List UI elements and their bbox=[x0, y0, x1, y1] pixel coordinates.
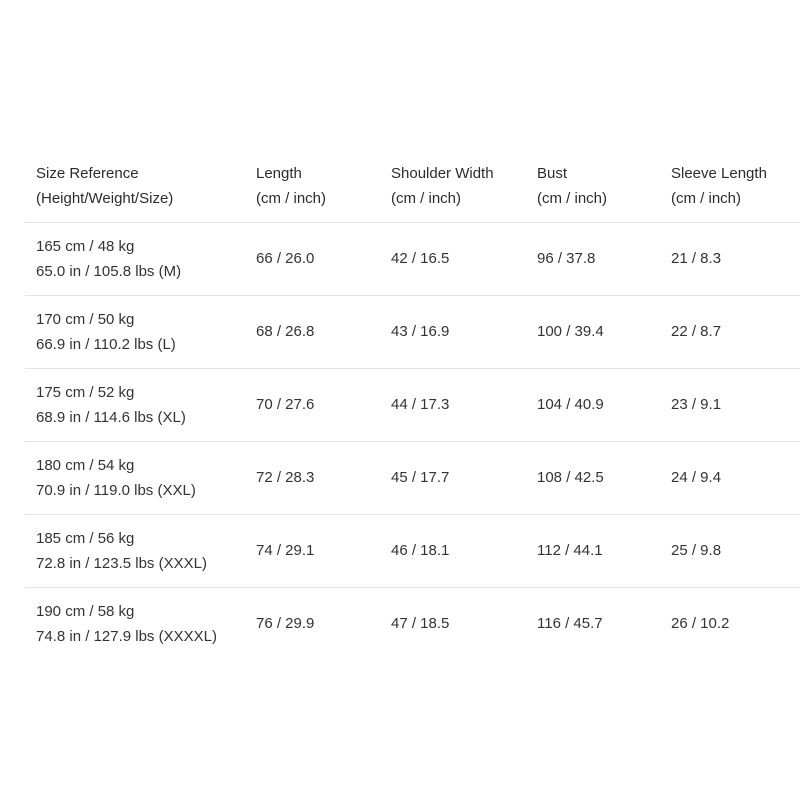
table-row bbox=[25, 295, 800, 368]
size-reference-cell bbox=[25, 441, 245, 514]
length-cell: 72 / 28.3 bbox=[245, 441, 380, 514]
length-cell: 66 / 26.0 bbox=[245, 222, 380, 295]
size-reference-cell bbox=[25, 222, 245, 295]
size-reference-cell bbox=[25, 587, 245, 660]
height-weight-imperial: 74.8 in / 127.9 lbs (XXXXL) bbox=[36, 627, 217, 645]
header-label: Length bbox=[256, 164, 302, 182]
shoulder-width-cell: 46 / 18.1 bbox=[380, 514, 526, 587]
table-row bbox=[25, 368, 800, 441]
bust-cell: 108 / 42.5 bbox=[526, 441, 660, 514]
height-weight-metric: 170 cm / 50 kg bbox=[36, 310, 135, 328]
height-weight-metric: 190 cm / 58 kg bbox=[36, 602, 135, 620]
length-cell: 74 / 29.1 bbox=[245, 514, 380, 587]
header-sublabel: (Height/Weight/Size) bbox=[36, 189, 174, 207]
bust-cell: 96 / 37.8 bbox=[526, 222, 660, 295]
height-weight-metric: 165 cm / 48 kg bbox=[36, 237, 135, 255]
bust-cell: 116 / 45.7 bbox=[537, 615, 603, 633]
size-reference-cell bbox=[25, 368, 245, 441]
header-sleeve-length bbox=[660, 150, 800, 222]
table-row bbox=[25, 514, 800, 587]
height-weight-imperial: 65.0 in / 105.8 lbs (M) bbox=[36, 262, 182, 280]
header-sublabel: (cm / inch) bbox=[256, 189, 327, 207]
height-weight-metric: 185 cm / 56 kg bbox=[36, 529, 135, 547]
header-length bbox=[245, 150, 380, 222]
size-reference-cell bbox=[25, 295, 245, 368]
sleeve-length-cell: 21 / 8.3 bbox=[660, 222, 800, 295]
shoulder-width-cell: 42 / 16.5 bbox=[380, 222, 526, 295]
bust-cell: 104 / 40.9 bbox=[526, 368, 660, 441]
height-weight-imperial: 66.9 in / 110.2 lbs (L) bbox=[36, 335, 176, 353]
shoulder-width-cell: 43 / 16.9 bbox=[380, 295, 526, 368]
header-label: Bust bbox=[537, 164, 568, 182]
length-cell: 70 / 27.6 bbox=[245, 368, 380, 441]
header-size-reference bbox=[25, 150, 245, 222]
height-weight-metric: 180 cm / 54 kg bbox=[36, 456, 135, 474]
header-shoulder-width bbox=[380, 150, 526, 222]
size-reference-cell bbox=[25, 514, 245, 587]
length-cell: 76 / 29.9 bbox=[256, 615, 315, 633]
sleeve-length-cell: 24 / 9.4 bbox=[660, 441, 800, 514]
table-row bbox=[25, 441, 800, 514]
table-row bbox=[25, 222, 800, 295]
bust-cell: 112 / 44.1 bbox=[526, 514, 660, 587]
bust-cell: 100 / 39.4 bbox=[526, 295, 660, 368]
height-weight-imperial: 72.8 in / 123.5 lbs (XXXL) bbox=[36, 554, 207, 572]
header-sublabel: (cm / inch) bbox=[391, 189, 462, 207]
sleeve-length-cell: 25 / 9.8 bbox=[660, 514, 800, 587]
table-row bbox=[25, 587, 800, 660]
shoulder-width-cell: 47 / 18.5 bbox=[391, 615, 450, 633]
shoulder-width-cell: 45 / 17.7 bbox=[380, 441, 526, 514]
header-label: Shoulder Width bbox=[391, 164, 494, 182]
header-sublabel: (cm / inch) bbox=[537, 189, 608, 207]
sleeve-length-cell: 26 / 10.2 bbox=[671, 615, 730, 633]
header-label: Size Reference bbox=[36, 164, 139, 182]
shoulder-width-cell: 44 / 17.3 bbox=[380, 368, 526, 441]
size-chart-body bbox=[25, 222, 800, 660]
sleeve-length-cell: 23 / 9.1 bbox=[660, 368, 800, 441]
size-chart-header bbox=[25, 150, 800, 222]
height-weight-metric: 175 cm / 52 kg bbox=[36, 383, 135, 401]
size-chart-table bbox=[25, 150, 800, 660]
header-sublabel: (cm / inch) bbox=[671, 189, 742, 207]
header-label: Sleeve Length bbox=[671, 164, 767, 182]
header-bust bbox=[526, 150, 660, 222]
header-row bbox=[25, 150, 800, 222]
height-weight-imperial: 70.9 in / 119.0 lbs (XXL) bbox=[36, 481, 196, 499]
length-cell: 68 / 26.8 bbox=[245, 295, 380, 368]
height-weight-imperial: 68.9 in / 114.6 lbs (XL) bbox=[36, 408, 186, 426]
sleeve-length-cell: 22 / 8.7 bbox=[660, 295, 800, 368]
